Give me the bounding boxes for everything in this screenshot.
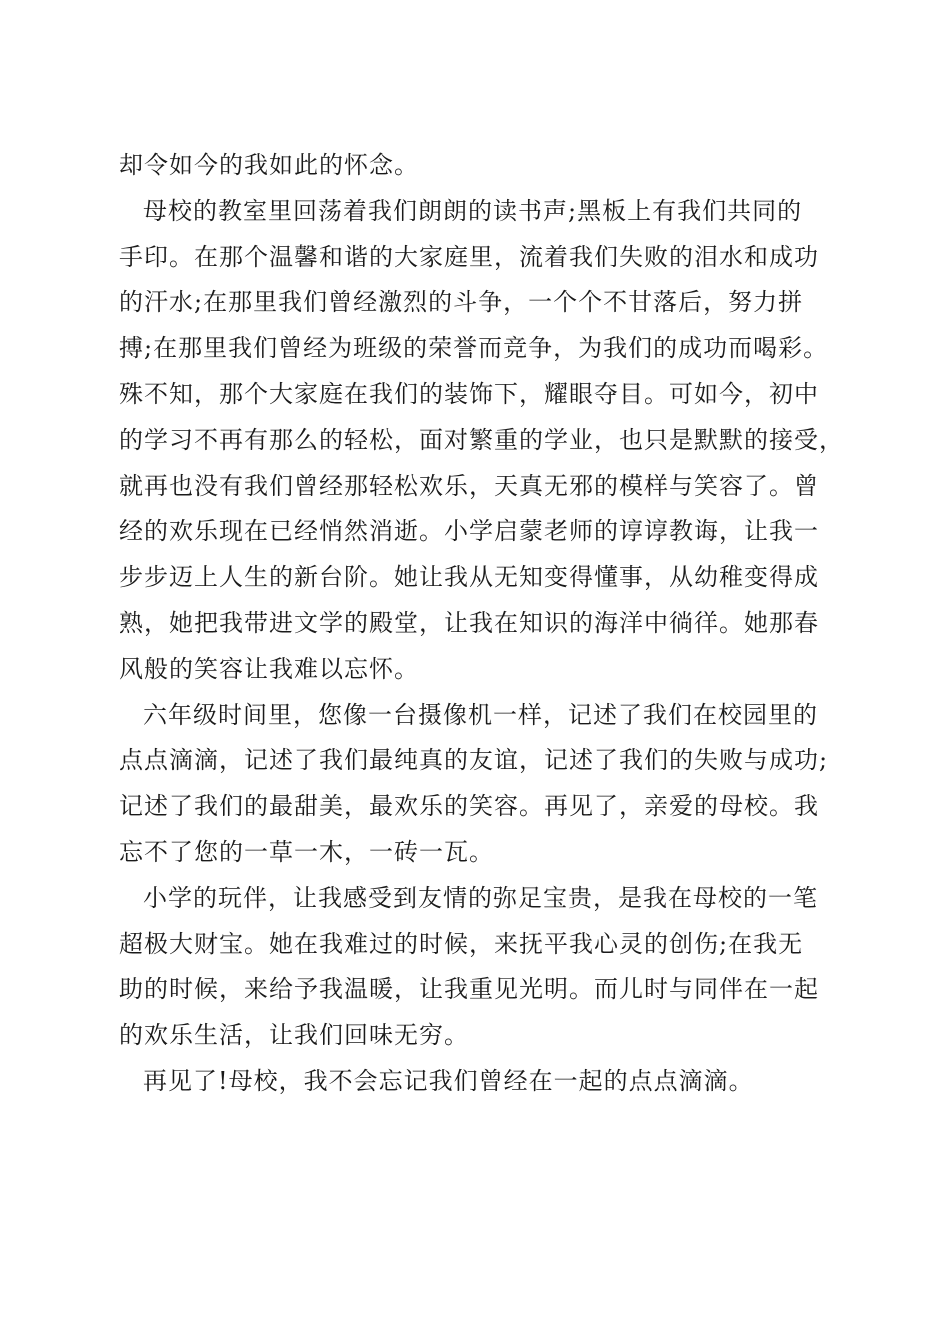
paragraph-start-line: 母校的教室里回荡着我们朗朗的读书声;黑板上有我们共同的 [143, 196, 803, 225]
text-line: 经的欢乐现在已经悄然消逝。小学启蒙老师的谆谆教诲，让我一 [119, 517, 819, 546]
text-line: 的汗水;在那里我们曾经激烈的斗争，一个个不甘落后，努力拼 [119, 288, 804, 317]
text-line: 殊不知，那个大家庭在我们的装饰下，耀眼夺目。可如今，初中 [119, 379, 819, 408]
paragraph-start-line: 再见了!母校，我不会忘记我们曾经在一起的点点滴滴。 [143, 1066, 754, 1095]
text-line: 手印。在那个温馨和谐的大家庭里，流着我们失败的泪水和成功 [119, 242, 819, 271]
text-line: 的学习不再有那么的轻松，面对繁重的学业，也只是默默的接受， [119, 425, 844, 454]
paragraph-start-line: 小学的玩伴，让我感受到友情的弥足宝贵，是我在母校的一笔 [143, 883, 818, 912]
text-line: 风般的笑容让我难以忘怀。 [119, 654, 419, 683]
text-line: 的欢乐生活，让我们回味无穷。 [119, 1021, 469, 1050]
text-line: 助的时候，来给予我温暖，让我重见光明。而儿时与同伴在一起 [119, 975, 819, 1004]
text-line: 熟，她把我带进文学的殿堂，让我在知识的海洋中徜徉。她那春 [119, 608, 819, 637]
text-line: 记述了我们的最甜美，最欢乐的笑容。再见了，亲爱的母校。我 [119, 792, 819, 821]
text-line: 搏;在那里我们曾经为班级的荣誉而竞争，为我们的成功而喝彩。 [119, 334, 829, 363]
text-line: 忘不了您的一草一木，一砖一瓦。 [119, 837, 494, 866]
document-body [119, 143, 844, 1105]
text-line: 步步迈上人生的新台阶。她让我从无知变得懂事，从幼稚变得成 [119, 563, 819, 592]
text-line: 就再也没有我们曾经那轻松欢乐，天真无邪的模样与笑容了。曾 [119, 471, 819, 500]
text-line: 点点滴滴，记述了我们最纯真的友谊，记述了我们的失败与成功; [119, 746, 829, 775]
text-line: 却令如今的我如此的怀念。 [119, 151, 419, 179]
text-line: 超极大财宝。她在我难过的时候，来抚平我心灵的创伤;在我无 [119, 929, 804, 958]
paragraph-start-line: 六年级时间里，您像一台摄像机一样，记述了我们在校园里的 [143, 700, 818, 729]
